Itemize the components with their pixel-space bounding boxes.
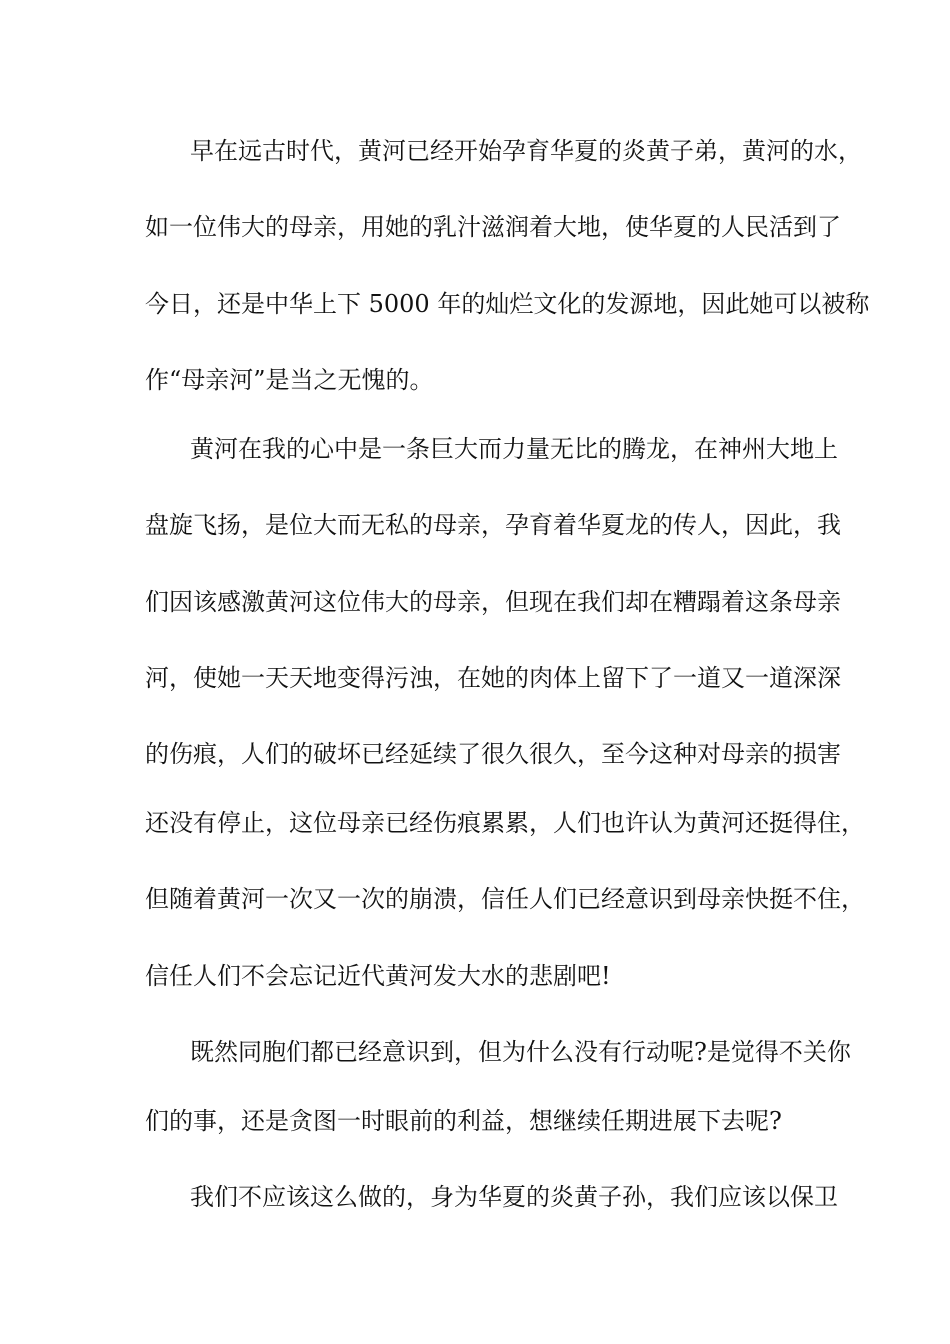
paragraph-1-line-4: 作“母亲河”是当之无愧的。 — [145, 366, 434, 394]
paragraph-3-line-1: 既然同胞们都已经意识到，但为什么没有行动呢?是觉得不关你 — [190, 1038, 851, 1066]
paragraph-2-line-8: 信任人们不会忘记近代黄河发大水的悲剧吧! — [145, 962, 611, 990]
paragraph-2-line-5: 的伤痕，人们的破坏已经延续了很久很久，至今这种对母亲的损害 — [145, 740, 841, 768]
paragraph-1-line-2: 如一位伟大的母亲，用她的乳汁滋润着大地，使华夏的人民活到了 — [145, 213, 841, 241]
paragraph-2-line-3: 们因该感激黄河这位伟大的母亲，但现在我们却在糟蹋着这条母亲 — [145, 588, 841, 616]
paragraph-2-line-2: 盘旋飞扬，是位大而无私的母亲，孕育着华夏龙的传人，因此，我 — [145, 511, 841, 539]
paragraph-2-line-4: 河，使她一天天地变得污浊，在她的肉体上留下了一道又一道深深 — [145, 664, 841, 692]
paragraph-2-line-7: 但随着黄河一次又一次的崩溃，信任人们已经意识到母亲快挺不住， — [145, 885, 865, 913]
paragraph-2-line-1: 黄河在我的心中是一条巨大而力量无比的腾龙，在神州大地上 — [190, 435, 838, 463]
paragraph-4-line-1: 我们不应该这么做的，身为华夏的炎黄子孙，我们应该以保卫 — [190, 1183, 838, 1211]
paragraph-1-line-3: 今日，还是中华上下 5000 年的灿烂文化的发源地，因此她可以被称 — [145, 290, 870, 318]
paragraph-1-line-1: 早在远古时代，黄河已经开始孕育华夏的炎黄子弟，黄河的水， — [190, 137, 862, 165]
paragraph-3-line-2: 们的事，还是贪图一时眼前的利益，想继续任期进展下去呢? — [145, 1107, 782, 1135]
paragraph-2-line-6: 还没有停止，这位母亲已经伤痕累累，人们也许认为黄河还挺得住， — [145, 809, 865, 837]
